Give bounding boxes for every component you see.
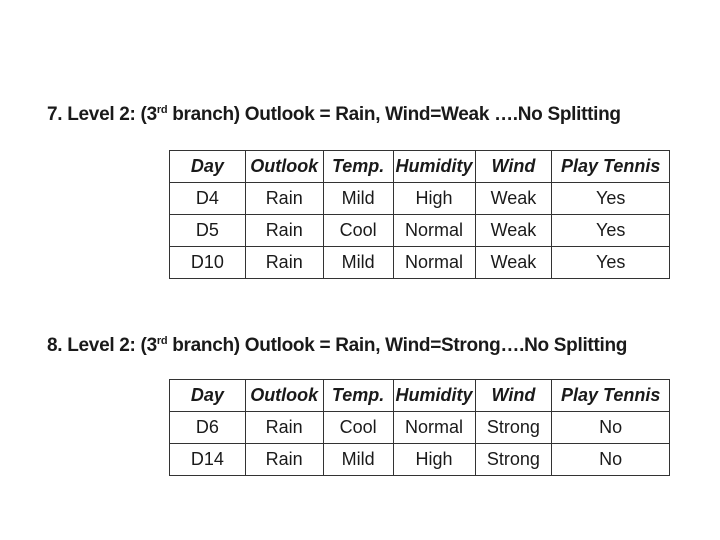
cell-temp: Mild bbox=[323, 444, 393, 476]
cell-wind: Weak bbox=[475, 247, 552, 279]
cell-temp: Cool bbox=[323, 412, 393, 444]
cell-outlook: Rain bbox=[245, 444, 323, 476]
cell-day: D6 bbox=[170, 412, 246, 444]
column-header-temp: Temp. bbox=[323, 380, 393, 412]
cell-play-tennis: Yes bbox=[552, 215, 670, 247]
rain-strong-table bbox=[169, 379, 670, 476]
cell-wind: Strong bbox=[475, 412, 552, 444]
column-header-wind: Wind bbox=[475, 151, 552, 183]
cell-wind: Weak bbox=[475, 215, 552, 247]
column-header-day: Day bbox=[170, 380, 246, 412]
table-header-row bbox=[170, 151, 670, 183]
column-header-play-tennis: Play Tennis bbox=[552, 151, 670, 183]
cell-day: D4 bbox=[170, 183, 246, 215]
rain-weak-table bbox=[169, 150, 670, 279]
table-row bbox=[170, 444, 670, 476]
cell-play-tennis: No bbox=[552, 412, 670, 444]
cell-humidity: Normal bbox=[393, 412, 475, 444]
column-header-outlook: Outlook bbox=[245, 151, 323, 183]
cell-day: D10 bbox=[170, 247, 246, 279]
column-header-day: Day bbox=[170, 151, 246, 183]
heading-prefix: 7. Level 2: (3 bbox=[47, 104, 157, 125]
cell-humidity: High bbox=[393, 444, 475, 476]
table-row bbox=[170, 183, 670, 215]
cell-play-tennis: Yes bbox=[552, 247, 670, 279]
section-7-heading bbox=[47, 104, 621, 126]
heading-prefix: 8. Level 2: (3 bbox=[47, 335, 157, 356]
table-row bbox=[170, 412, 670, 444]
column-header-humidity: Humidity bbox=[393, 380, 475, 412]
cell-outlook: Rain bbox=[245, 183, 323, 215]
heading-suffix: branch) Outlook = Rain, Wind=Strong….No Splitting bbox=[167, 335, 628, 356]
heading-superscript: rd bbox=[156, 104, 168, 116]
heading-suffix: branch) Outlook = Rain, Wind=Weak ….No Splitting bbox=[167, 104, 621, 125]
cell-day: D14 bbox=[170, 444, 246, 476]
column-header-outlook: Outlook bbox=[245, 380, 323, 412]
column-header-humidity: Humidity bbox=[393, 151, 475, 183]
section-8-heading bbox=[47, 335, 627, 357]
cell-play-tennis: Yes bbox=[552, 183, 670, 215]
cell-outlook: Rain bbox=[245, 247, 323, 279]
table-header-row bbox=[170, 380, 670, 412]
cell-outlook: Rain bbox=[245, 412, 323, 444]
cell-humidity: Normal bbox=[393, 247, 475, 279]
table-row bbox=[170, 215, 670, 247]
cell-humidity: Normal bbox=[393, 215, 475, 247]
cell-outlook: Rain bbox=[245, 215, 323, 247]
column-header-temp: Temp. bbox=[323, 151, 393, 183]
column-header-wind: Wind bbox=[475, 380, 552, 412]
cell-humidity: High bbox=[393, 183, 475, 215]
cell-day: D5 bbox=[170, 215, 246, 247]
cell-wind: Strong bbox=[475, 444, 552, 476]
cell-play-tennis: No bbox=[552, 444, 670, 476]
cell-temp: Mild bbox=[323, 247, 393, 279]
column-header-play-tennis: Play Tennis bbox=[552, 380, 670, 412]
cell-temp: Cool bbox=[323, 215, 393, 247]
cell-temp: Mild bbox=[323, 183, 393, 215]
heading-superscript: rd bbox=[156, 335, 168, 347]
table-row bbox=[170, 247, 670, 279]
cell-wind: Weak bbox=[475, 183, 552, 215]
